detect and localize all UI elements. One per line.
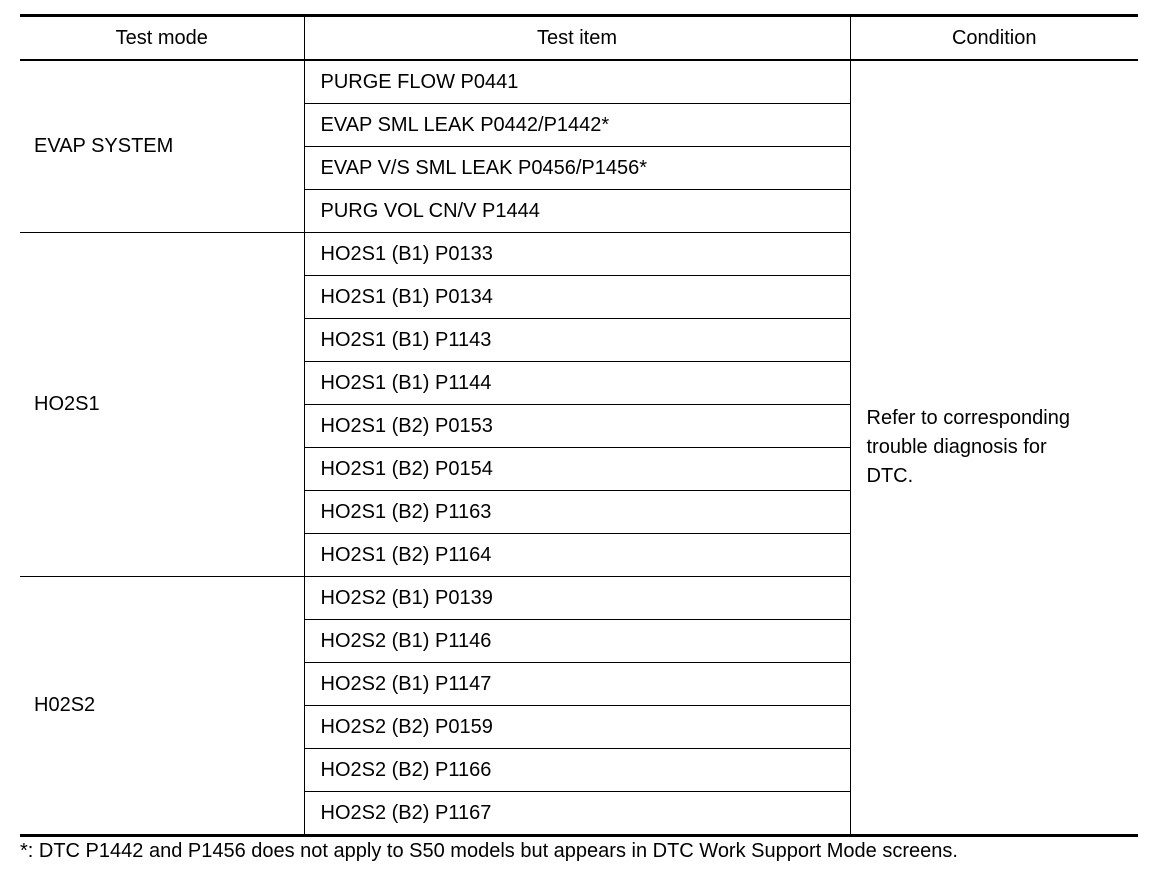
- test-item-cell: HO2S1 (B2) P1163: [304, 491, 850, 534]
- table-header-row: [20, 16, 1138, 61]
- test-item-cell: HO2S2 (B2) P1166: [304, 749, 850, 792]
- test-item-cell: EVAP V/S SML LEAK P0456/P1456*: [304, 147, 850, 190]
- condition-cell: [850, 60, 1138, 836]
- table-body: [20, 60, 1138, 836]
- test-item-cell: HO2S2 (B1) P1146: [304, 620, 850, 663]
- test-item-cell: HO2S1 (B2) P1164: [304, 534, 850, 577]
- test-item-cell: PURG VOL CN/V P1444: [304, 190, 850, 233]
- test-item-cell: HO2S2 (B2) P0159: [304, 706, 850, 749]
- header-condition: Condition: [850, 16, 1138, 61]
- test-mode-cell: H02S2: [20, 577, 304, 836]
- test-item-cell: HO2S1 (B2) P0153: [304, 405, 850, 448]
- test-mode-cell: EVAP SYSTEM: [20, 60, 304, 233]
- condition-line: trouble diagnosis for: [866, 436, 1047, 458]
- test-item-cell: HO2S1 (B1) P1144: [304, 362, 850, 405]
- test-item-cell: HO2S1 (B1) P1143: [304, 319, 850, 362]
- condition-line: DTC.: [866, 465, 914, 487]
- test-item-cell: HO2S1 (B1) P0134: [304, 276, 850, 319]
- test-item-cell: HO2S2 (B1) P1147: [304, 663, 850, 706]
- test-item-cell: HO2S1 (B1) P0133: [304, 233, 850, 276]
- table-row: [20, 60, 1138, 104]
- test-item-cell: EVAP SML LEAK P0442/P1442*: [304, 104, 850, 147]
- dtc-test-table: [20, 14, 1138, 837]
- header-test-mode: Test mode: [20, 16, 304, 61]
- test-item-cell: PURGE FLOW P0441: [304, 60, 850, 104]
- header-test-item: Test item: [304, 16, 850, 61]
- test-item-cell: HO2S1 (B2) P0154: [304, 448, 850, 491]
- condition-line: Refer to corresponding: [866, 407, 1070, 429]
- test-item-cell: HO2S2 (B2) P1167: [304, 792, 850, 836]
- footnote: *: DTC P1442 and P1456 does not apply to S50 models but appears in DTC Work Support Mode screens.: [20, 840, 958, 862]
- test-item-cell: HO2S2 (B1) P0139: [304, 577, 850, 620]
- test-mode-cell: HO2S1: [20, 233, 304, 577]
